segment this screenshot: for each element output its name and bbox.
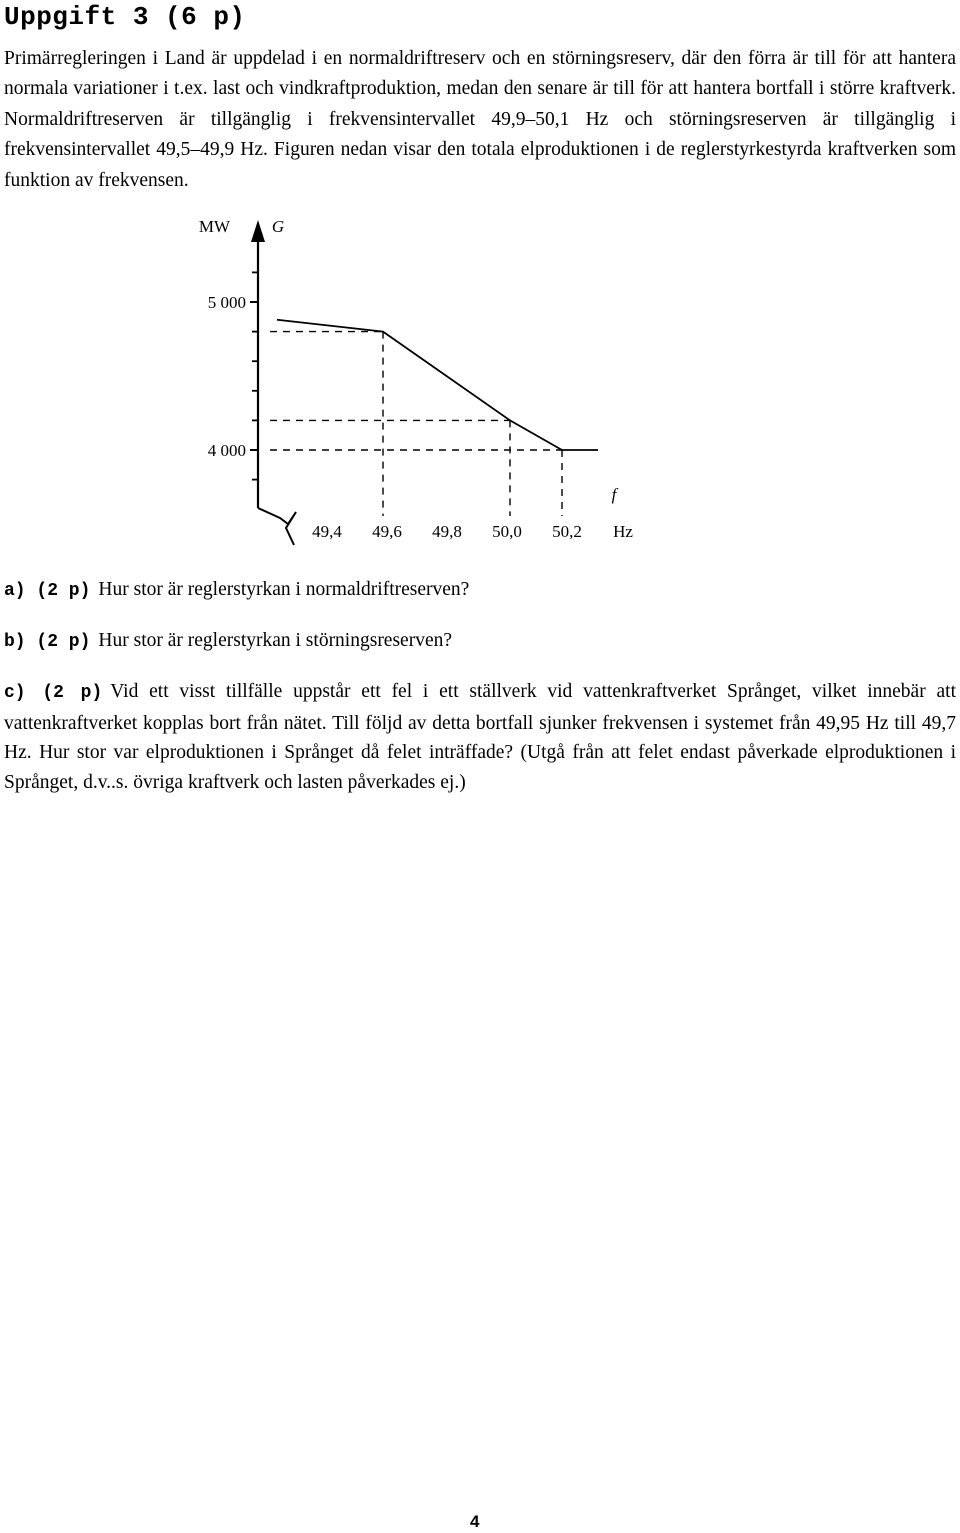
intro-paragraph: Primärregleringen i Land är uppdelad i en normaldriftreserv och en störningsreserv, där den förra är till för att hantera normala variationer i t.ex. last och vindkraftproduktion, medan den senare är till för att hantera bortfall i större kraftverk. Normaldriftreserven är tillgänglig i frekvensintervallet 49,9–50,1 Hz och störningsreserven är tillgänglig i frekvensintervallet 49,5–49,9 Hz. Figuren nedan visar den totala elproduktionen i de reglerstyrkestyrda kraftverken som funktion av frekvensen. — [4, 48, 956, 191]
x-tick-label: 49,8 — [432, 522, 462, 541]
production-curve — [277, 320, 598, 450]
question-c-text: Vid ett visst tillfälle uppstår ett fel i ett ställverk vid vattenkraftverket Språnget, vilket innebär att vattenkraftverket kopplas bort från nätet. Till följd av detta bortfall sjunker frekvensen i systemet från 49,95 Hz till 49,7 Hz. Hur stor var elproduktionen i Språnget då felet inträffade? (Utgå från att felet endast påverkade elproduktionen i Språnget, d.v..s. övriga kraftverk och lasten påverkades ej.) — [4, 681, 956, 793]
task-title: Uppgift 3 (6 p) — [4, 2, 246, 32]
y-tick-label: 4 000 — [207, 441, 246, 460]
question-c-label: c) (2 p) — [4, 683, 103, 703]
x-symbol-label: f — [611, 485, 617, 504]
frequency-production-chart — [0, 0, 960, 570]
y-tick-label: 5 000 — [207, 293, 246, 312]
question-a-text: Hur stor är reglerstyrkan i normaldriftreserven? — [98, 579, 470, 600]
x-tick-label: 50,2 — [552, 522, 582, 541]
page-number: 4 — [470, 1512, 480, 1531]
x-unit-label: Hz — [613, 522, 633, 541]
y-symbol-label: G — [271, 217, 285, 236]
question-a — [4, 575, 956, 606]
x-tick-label: 49,4 — [312, 522, 342, 541]
question-b — [4, 626, 956, 657]
question-b-text: Hur stor är reglerstyrkan i störningsreserven? — [98, 630, 453, 651]
question-b-label: b) (2 p) — [4, 632, 91, 652]
y-unit-label: MW — [198, 217, 230, 236]
y-axis-arrow — [251, 220, 265, 242]
question-a-label: a) (2 p) — [4, 581, 91, 601]
axis-break-mark — [258, 508, 296, 545]
question-c — [4, 677, 956, 797]
x-tick-label: 49,6 — [372, 522, 402, 541]
x-tick-label: 50,0 — [492, 522, 522, 541]
